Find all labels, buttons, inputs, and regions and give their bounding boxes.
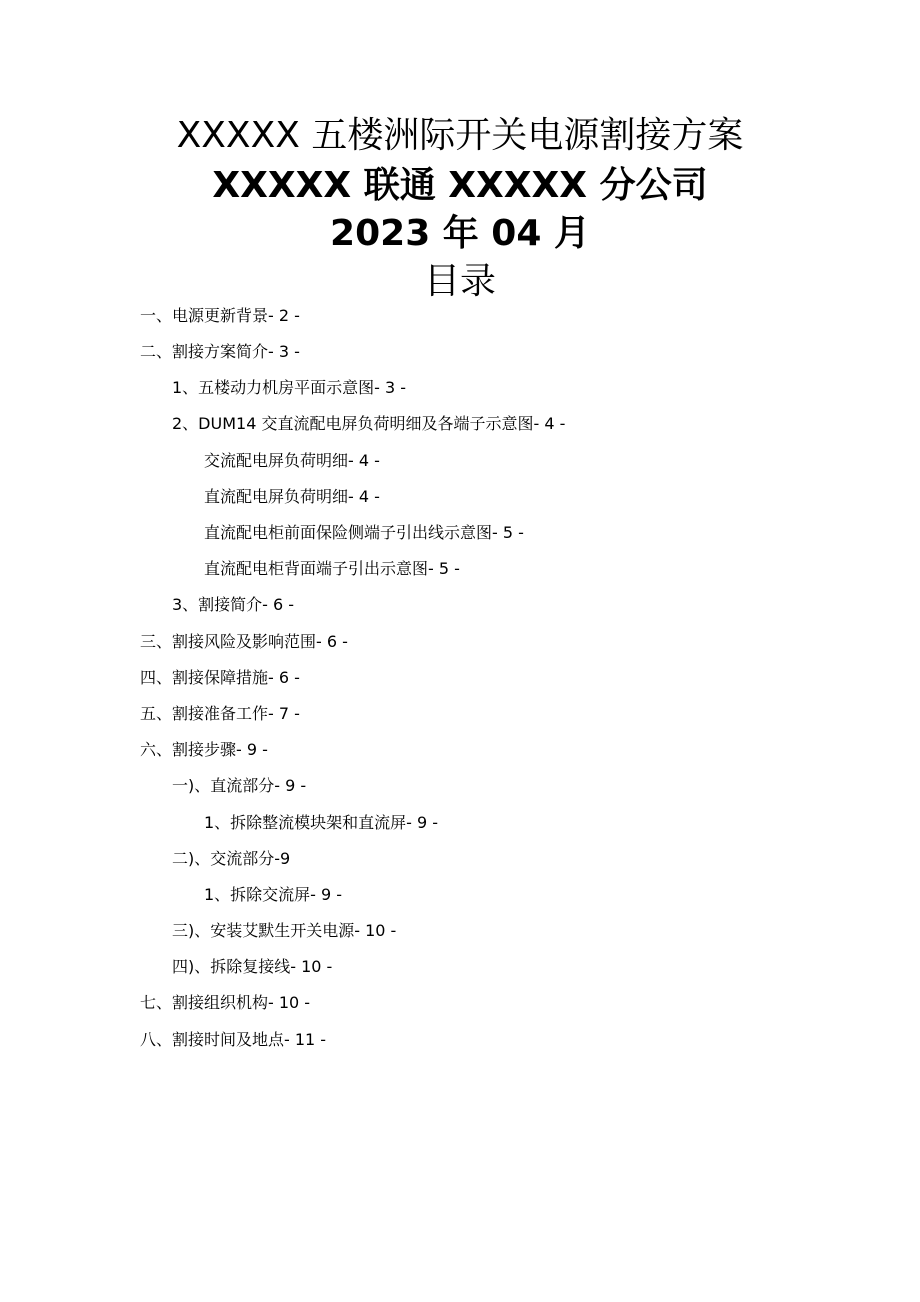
toc-entry[interactable]: 三)、安装艾默生开关电源- 10 - <box>172 921 397 940</box>
toc-entry[interactable]: 八、割接时间及地点- 11 - <box>140 1030 327 1049</box>
toc-entry[interactable]: 直流配电柜背面端子引出示意图- 5 - <box>204 559 460 578</box>
toc-heading: 目录 <box>423 261 496 302</box>
toc-entry[interactable]: 1、拆除交流屏- 9 - <box>204 885 343 904</box>
toc-entry[interactable]: 1、拆除整流模块架和直流屏- 9 - <box>204 813 439 832</box>
toc-entry[interactable]: 直流配电柜前面保险侧端子引出线示意图- 5 - <box>204 523 524 542</box>
toc-entry[interactable]: 交流配电屏负荷明细- 4 - <box>204 451 380 470</box>
toc-entry[interactable]: 一、电源更新背景- 2 - <box>140 306 300 325</box>
toc-entry[interactable]: 三、割接风险及影响范围- 6 - <box>140 632 348 651</box>
company-name: XXXXX 联通 XXXXX 分公司 <box>212 165 708 206</box>
toc-entry[interactable]: 四)、拆除复接线- 10 - <box>172 957 333 976</box>
document-title: XXXXX 五楼洲际开关电源割接方案 <box>176 115 744 156</box>
toc-entry[interactable]: 2、DUM14 交直流配电屏负荷明细及各端子示意图- 4 - <box>172 414 566 433</box>
toc-entry[interactable]: 五、割接准备工作- 7 - <box>140 704 300 723</box>
toc-entry[interactable]: 四、割接保障措施- 6 - <box>140 668 300 687</box>
toc-entry[interactable]: 二、割接方案简介- 3 - <box>140 342 300 361</box>
toc-entry[interactable]: 七、割接组织机构- 10 - <box>140 993 311 1012</box>
toc-entry[interactable]: 六、割接步骤- 9 - <box>140 740 268 759</box>
toc-entry[interactable]: 一)、直流部分- 9 - <box>172 776 307 795</box>
toc-entry[interactable]: 直流配电屏负荷明细- 4 - <box>204 487 380 506</box>
toc-entry[interactable]: 3、割接简介- 6 - <box>172 595 295 614</box>
toc-entry[interactable]: 二)、交流部分-9 <box>172 849 291 868</box>
toc-entry[interactable]: 1、五楼动力机房平面示意图- 3 - <box>172 378 407 397</box>
document-date: 2023 年 04 月 <box>330 213 590 254</box>
